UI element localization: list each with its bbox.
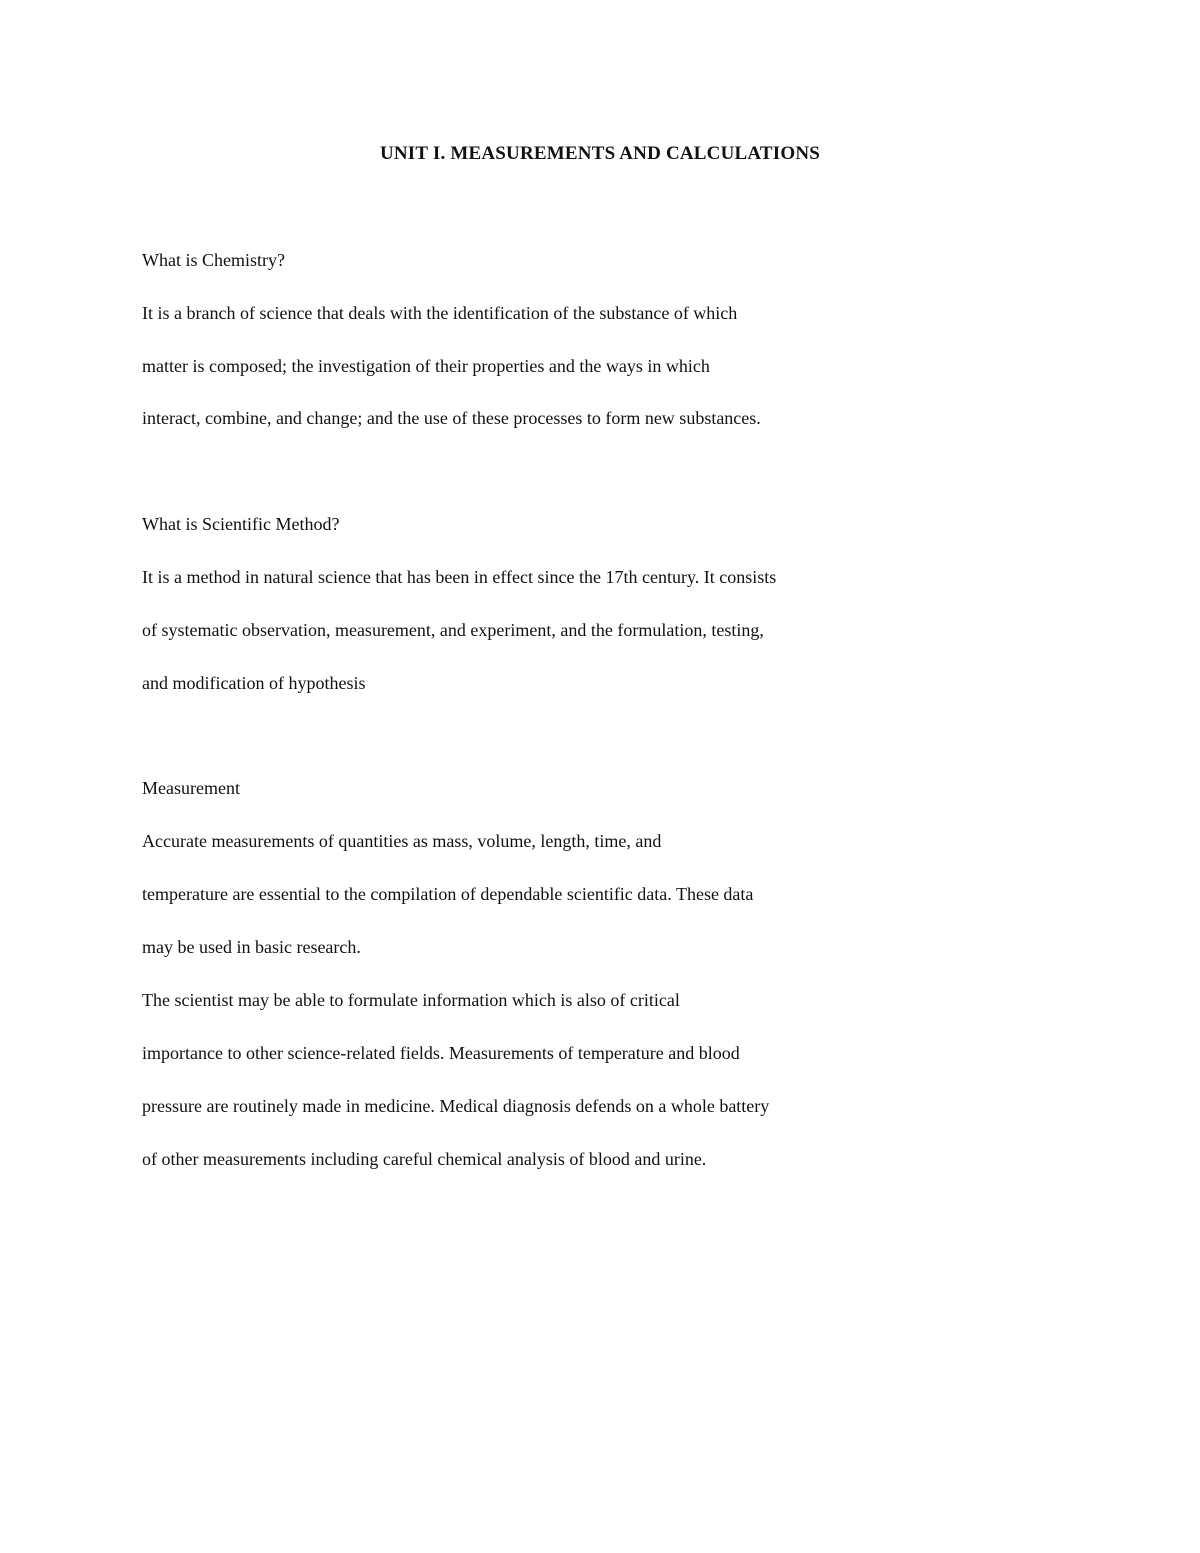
page-title: UNIT I. MEASUREMENTS AND CALCULATIONS [379, 143, 821, 164]
paragraph-line: matter is composed; the investigation of their properties and the ways in which [142, 356, 710, 376]
paragraph-line: It is a branch of science that deals with the identification of the substance of which [142, 303, 738, 323]
paragraph-line: pressure are routinely made in medicine. Medical diagnosis defends on a whole battery [142, 1096, 770, 1116]
paragraph-line: interact, combine, and change; and the use of these processes to form new substances. [142, 408, 761, 428]
paragraph-line: and modification of hypothesis [142, 673, 366, 693]
paragraph-line: temperature are essential to the compilation of dependable scientific data. These data [142, 884, 754, 904]
section-heading-scientific-method: What is Scientific Method? [142, 514, 340, 534]
section-heading-measurement: Measurement [142, 778, 240, 798]
paragraph-line: may be used in basic research. [142, 937, 361, 957]
section-heading-chemistry: What is Chemistry? [142, 250, 285, 270]
paragraph-line: of systematic observation, measurement, and experiment, and the formulation, testing, [142, 620, 764, 640]
paragraph-line: It is a method in natural science that has been in effect since the 17th century. It consists [142, 567, 777, 587]
paragraph-line: of other measurements including careful chemical analysis of blood and urine. [142, 1149, 707, 1169]
paragraph-line: The scientist may be able to formulate information which is also of critical [142, 990, 680, 1010]
paragraph-line: Accurate measurements of quantities as mass, volume, length, time, and [142, 831, 662, 851]
paragraph-line: importance to other science-related fields. Measurements of temperature and blood [142, 1043, 740, 1063]
